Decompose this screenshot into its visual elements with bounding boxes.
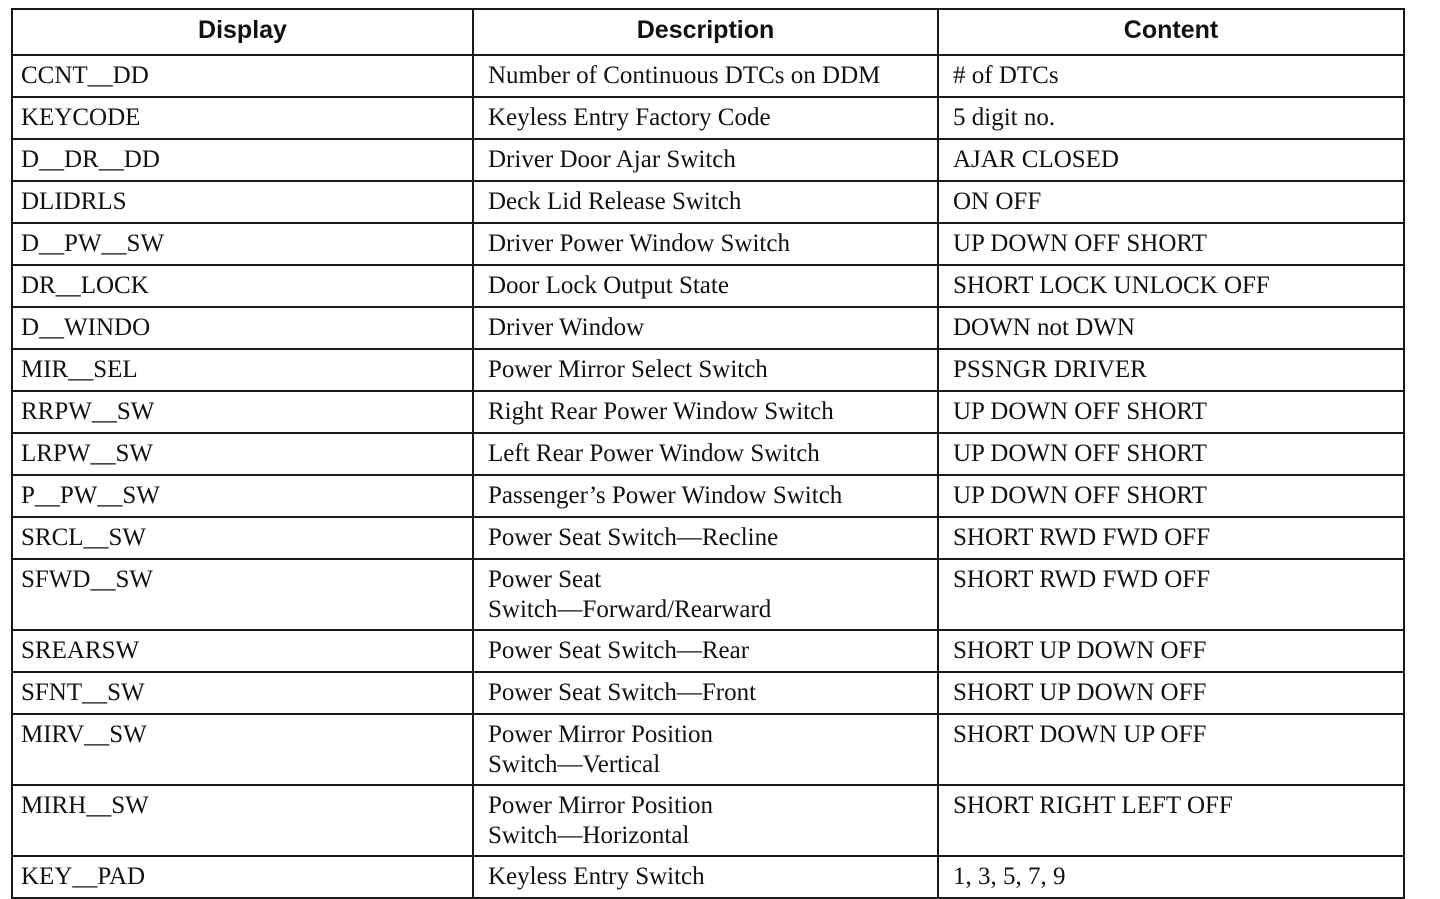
cell-content: PSSNGR DRIVER xyxy=(938,349,1404,391)
data-table xyxy=(11,8,1405,899)
table-row xyxy=(12,55,1404,97)
cell-description: Power Seat Switch—Rear xyxy=(473,630,938,672)
cell-description: Left Rear Power Window Switch xyxy=(473,433,938,475)
cell-description: Power Mirror Position Switch—Horizontal xyxy=(473,785,938,856)
table-row xyxy=(12,139,1404,181)
table-row xyxy=(12,391,1404,433)
cell-content: 1, 3, 5, 7, 9 xyxy=(938,856,1404,898)
cell-content: UP DOWN OFF SHORT xyxy=(938,433,1404,475)
cell-description: Power Seat Switch—Forward/Rearward xyxy=(473,559,938,630)
cell-display: SREARSW xyxy=(12,630,473,672)
header-content: Content xyxy=(938,9,1404,55)
cell-content: # of DTCs xyxy=(938,55,1404,97)
cell-description: Keyless Entry Switch xyxy=(473,856,938,898)
cell-display: DR__LOCK xyxy=(12,265,473,307)
cell-description: Driver Power Window Switch xyxy=(473,223,938,265)
header-description: Description xyxy=(473,9,938,55)
table-row xyxy=(12,223,1404,265)
cell-content: SHORT LOCK UNLOCK OFF xyxy=(938,265,1404,307)
table-row xyxy=(12,714,1404,785)
cell-display: SFWD__SW xyxy=(12,559,473,630)
cell-display: MIR__SEL xyxy=(12,349,473,391)
cell-display: D__DR__DD xyxy=(12,139,473,181)
table-row xyxy=(12,433,1404,475)
cell-display: MIRH__SW xyxy=(12,785,473,856)
table-row xyxy=(12,672,1404,714)
cell-display: SFNT__SW xyxy=(12,672,473,714)
cell-display: DLIDRLS xyxy=(12,181,473,223)
cell-display: D__WINDO xyxy=(12,307,473,349)
header-display: Display xyxy=(12,9,473,55)
table-row xyxy=(12,517,1404,559)
cell-display: KEY__PAD xyxy=(12,856,473,898)
cell-description: Driver Window xyxy=(473,307,938,349)
cell-description: Driver Door Ajar Switch xyxy=(473,139,938,181)
cell-description: Power Mirror Select Switch xyxy=(473,349,938,391)
table-row xyxy=(12,630,1404,672)
table-row xyxy=(12,265,1404,307)
table-row xyxy=(12,475,1404,517)
cell-description: Power Seat Switch—Recline xyxy=(473,517,938,559)
cell-display: CCNT__DD xyxy=(12,55,473,97)
cell-description: Power Seat Switch—Front xyxy=(473,672,938,714)
cell-description: Door Lock Output State xyxy=(473,265,938,307)
cell-display: LRPW__SW xyxy=(12,433,473,475)
cell-display: KEYCODE xyxy=(12,97,473,139)
cell-description: Passenger’s Power Window Switch xyxy=(473,475,938,517)
cell-display: D__PW__SW xyxy=(12,223,473,265)
cell-description: Number of Continuous DTCs on DDM xyxy=(473,55,938,97)
table-row xyxy=(12,97,1404,139)
table-body xyxy=(12,55,1404,898)
cell-content: AJAR CLOSED xyxy=(938,139,1404,181)
table-row xyxy=(12,856,1404,898)
cell-display: P__PW__SW xyxy=(12,475,473,517)
cell-description: Power Mirror Position Switch—Vertical xyxy=(473,714,938,785)
table-header xyxy=(12,9,1404,55)
table-row xyxy=(12,349,1404,391)
cell-content: SHORT RWD FWD OFF xyxy=(938,559,1404,630)
cell-description: Right Rear Power Window Switch xyxy=(473,391,938,433)
cell-content: 5 digit no. xyxy=(938,97,1404,139)
table-row xyxy=(12,181,1404,223)
cell-content: ON OFF xyxy=(938,181,1404,223)
cell-display: SRCL__SW xyxy=(12,517,473,559)
cell-content: SHORT UP DOWN OFF xyxy=(938,672,1404,714)
cell-content: DOWN not DWN xyxy=(938,307,1404,349)
cell-content: SHORT RIGHT LEFT OFF xyxy=(938,785,1404,856)
cell-content: SHORT RWD FWD OFF xyxy=(938,517,1404,559)
cell-content: SHORT UP DOWN OFF xyxy=(938,630,1404,672)
cell-content: SHORT DOWN UP OFF xyxy=(938,714,1404,785)
cell-display: RRPW__SW xyxy=(12,391,473,433)
cell-display: MIRV__SW xyxy=(12,714,473,785)
cell-description: Deck Lid Release Switch xyxy=(473,181,938,223)
cell-description: Keyless Entry Factory Code xyxy=(473,97,938,139)
cell-content: UP DOWN OFF SHORT xyxy=(938,475,1404,517)
table-row xyxy=(12,307,1404,349)
cell-content: UP DOWN OFF SHORT xyxy=(938,391,1404,433)
cell-content: UP DOWN OFF SHORT xyxy=(938,223,1404,265)
header-row xyxy=(12,9,1404,55)
table-row xyxy=(12,559,1404,630)
table-row xyxy=(12,785,1404,856)
